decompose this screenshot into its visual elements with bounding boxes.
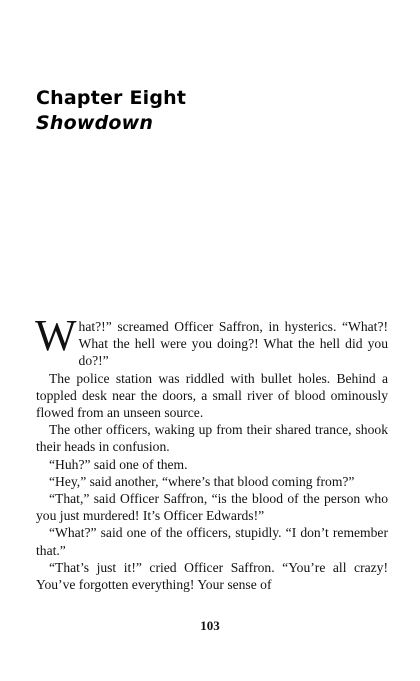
paragraph-4: “Huh?” said one of them.: [49, 456, 188, 472]
page-number: 103: [200, 618, 220, 633]
paragraph-1-text: hat?!” screamed Officer Saffron, in hysterics. “What?! What the hell were you doing?! What the hell did you do?!”: [78, 319, 388, 369]
chapter-heading: [36, 86, 396, 136]
chapter-number: Chapter Eight: [36, 87, 187, 109]
chapter-title: Showdown: [36, 112, 154, 134]
paragraph-5: “Hey,” said another, “where’s that blood coming from?”: [49, 473, 355, 489]
paragraph-7: “What?” said one of the officers, stupidly. “I don’t remember that.”: [36, 525, 388, 558]
paragraph-3: The other officers, waking up from their shared trance, shook their heads in confusion.: [36, 422, 388, 455]
paragraph-8: “That’s just it!” cried Officer Saffron. “You’re all crazy! You’ve forgotten everything! Your sense of: [36, 559, 388, 593]
paragraph-6: “That,” said Officer Saffron, “is the blood of the person who you just murdered! It’s Officer Edwards!”: [36, 491, 388, 524]
paragraph-1: [35, 311, 388, 370]
drop-cap: W: [35, 311, 77, 360]
paragraph-2: The police station was riddled with bullet holes. Behind a toppled desk near the doors, a small river of blood ominously flowed from an unseen source.: [36, 370, 388, 421]
body-text: [35, 311, 388, 593]
